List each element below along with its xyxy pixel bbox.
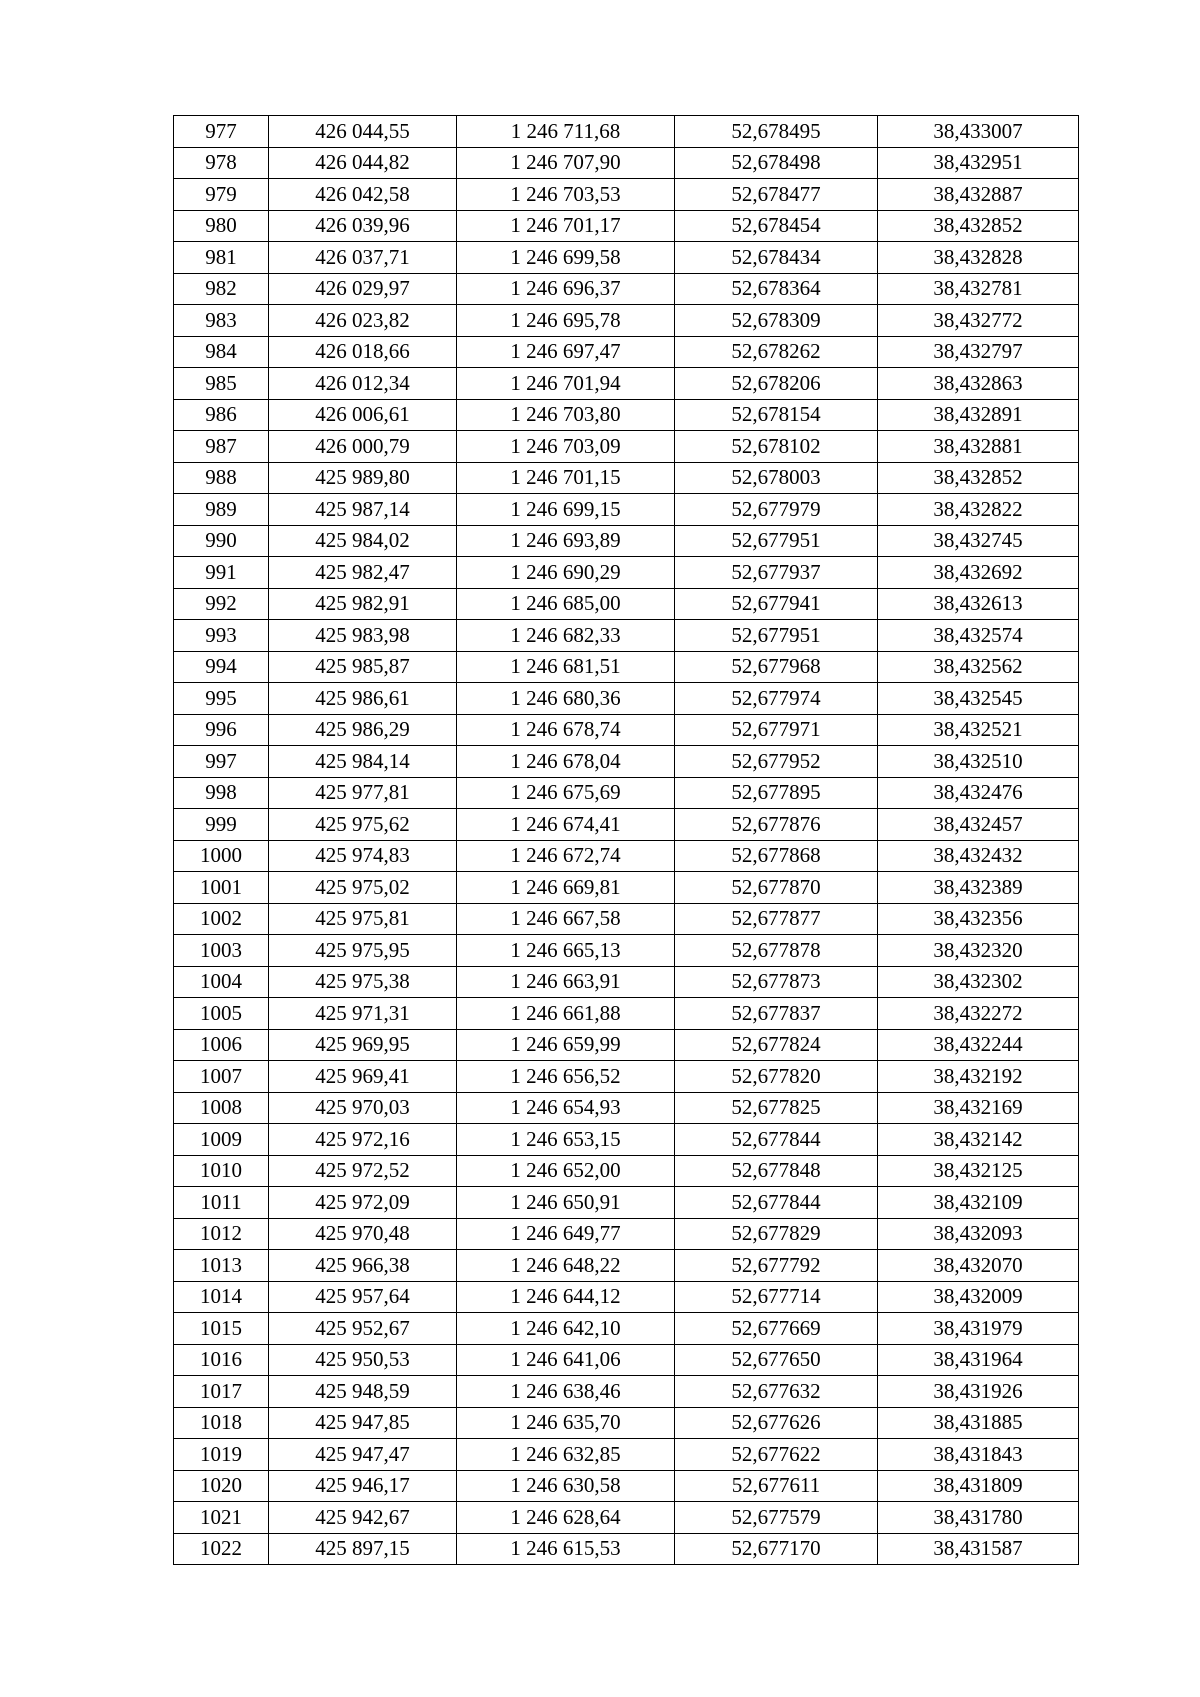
table-row xyxy=(174,651,1079,683)
x-coordinate-cell: 426 044,55 xyxy=(269,116,457,148)
y-coordinate-cell: 1 246 690,29 xyxy=(457,557,675,589)
longitude-cell: 38,432891 xyxy=(878,399,1079,431)
y-coordinate-cell: 1 246 682,33 xyxy=(457,620,675,652)
x-coordinate-cell: 425 947,47 xyxy=(269,1439,457,1471)
latitude-cell: 52,677971 xyxy=(675,714,878,746)
table-row xyxy=(174,903,1079,935)
longitude-cell: 38,432951 xyxy=(878,147,1079,179)
table-row xyxy=(174,966,1079,998)
latitude-cell: 52,677868 xyxy=(675,840,878,872)
point-number-cell: 988 xyxy=(174,462,269,494)
point-number-cell: 1022 xyxy=(174,1533,269,1565)
y-coordinate-cell: 1 246 653,15 xyxy=(457,1124,675,1156)
table-row xyxy=(174,714,1079,746)
point-number-cell: 991 xyxy=(174,557,269,589)
table-row xyxy=(174,273,1079,305)
point-number-cell: 999 xyxy=(174,809,269,841)
longitude-cell: 38,432356 xyxy=(878,903,1079,935)
table-row xyxy=(174,1376,1079,1408)
x-coordinate-cell: 426 029,97 xyxy=(269,273,457,305)
latitude-cell: 52,677829 xyxy=(675,1218,878,1250)
x-coordinate-cell: 425 982,91 xyxy=(269,588,457,620)
table-row xyxy=(174,1533,1079,1565)
x-coordinate-cell: 425 977,81 xyxy=(269,777,457,809)
longitude-cell: 38,431885 xyxy=(878,1407,1079,1439)
table-row xyxy=(174,147,1079,179)
x-coordinate-cell: 426 018,66 xyxy=(269,336,457,368)
longitude-cell: 38,432692 xyxy=(878,557,1079,589)
x-coordinate-cell: 425 972,16 xyxy=(269,1124,457,1156)
table-row xyxy=(174,1061,1079,1093)
x-coordinate-cell: 425 947,85 xyxy=(269,1407,457,1439)
table-row xyxy=(174,1439,1079,1471)
point-number-cell: 1004 xyxy=(174,966,269,998)
point-number-cell: 1009 xyxy=(174,1124,269,1156)
longitude-cell: 38,432545 xyxy=(878,683,1079,715)
y-coordinate-cell: 1 246 654,93 xyxy=(457,1092,675,1124)
x-coordinate-cell: 425 972,52 xyxy=(269,1155,457,1187)
x-coordinate-cell: 425 986,61 xyxy=(269,683,457,715)
longitude-cell: 38,432070 xyxy=(878,1250,1079,1282)
y-coordinate-cell: 1 246 703,09 xyxy=(457,431,675,463)
table-row xyxy=(174,620,1079,652)
point-number-cell: 979 xyxy=(174,179,269,211)
longitude-cell: 38,431926 xyxy=(878,1376,1079,1408)
point-number-cell: 985 xyxy=(174,368,269,400)
y-coordinate-cell: 1 246 701,94 xyxy=(457,368,675,400)
latitude-cell: 52,678364 xyxy=(675,273,878,305)
y-coordinate-cell: 1 246 663,91 xyxy=(457,966,675,998)
latitude-cell: 52,677837 xyxy=(675,998,878,1030)
point-number-cell: 981 xyxy=(174,242,269,274)
y-coordinate-cell: 1 246 652,00 xyxy=(457,1155,675,1187)
table-row xyxy=(174,1281,1079,1313)
y-coordinate-cell: 1 246 644,12 xyxy=(457,1281,675,1313)
x-coordinate-cell: 425 986,29 xyxy=(269,714,457,746)
x-coordinate-cell: 425 975,62 xyxy=(269,809,457,841)
x-coordinate-cell: 426 000,79 xyxy=(269,431,457,463)
longitude-cell: 38,432320 xyxy=(878,935,1079,967)
longitude-cell: 38,432142 xyxy=(878,1124,1079,1156)
coordinates-table-body xyxy=(174,116,1079,1565)
point-number-cell: 1015 xyxy=(174,1313,269,1345)
latitude-cell: 52,677941 xyxy=(675,588,878,620)
y-coordinate-cell: 1 246 615,53 xyxy=(457,1533,675,1565)
y-coordinate-cell: 1 246 711,68 xyxy=(457,116,675,148)
latitude-cell: 52,677632 xyxy=(675,1376,878,1408)
table-row xyxy=(174,557,1079,589)
point-number-cell: 984 xyxy=(174,336,269,368)
y-coordinate-cell: 1 246 680,36 xyxy=(457,683,675,715)
x-coordinate-cell: 425 957,64 xyxy=(269,1281,457,1313)
point-number-cell: 996 xyxy=(174,714,269,746)
longitude-cell: 38,432510 xyxy=(878,746,1079,778)
longitude-cell: 38,432169 xyxy=(878,1092,1079,1124)
point-number-cell: 1018 xyxy=(174,1407,269,1439)
x-coordinate-cell: 425 952,67 xyxy=(269,1313,457,1345)
y-coordinate-cell: 1 246 697,47 xyxy=(457,336,675,368)
y-coordinate-cell: 1 246 703,80 xyxy=(457,399,675,431)
longitude-cell: 38,432192 xyxy=(878,1061,1079,1093)
table-row xyxy=(174,1313,1079,1345)
latitude-cell: 52,677669 xyxy=(675,1313,878,1345)
table-row xyxy=(174,242,1079,274)
x-coordinate-cell: 426 012,34 xyxy=(269,368,457,400)
y-coordinate-cell: 1 246 665,13 xyxy=(457,935,675,967)
y-coordinate-cell: 1 246 707,90 xyxy=(457,147,675,179)
y-coordinate-cell: 1 246 635,70 xyxy=(457,1407,675,1439)
table-row xyxy=(174,1502,1079,1534)
latitude-cell: 52,677951 xyxy=(675,525,878,557)
longitude-cell: 38,432009 xyxy=(878,1281,1079,1313)
table-row xyxy=(174,179,1079,211)
table-row xyxy=(174,525,1079,557)
y-coordinate-cell: 1 246 675,69 xyxy=(457,777,675,809)
latitude-cell: 52,677870 xyxy=(675,872,878,904)
x-coordinate-cell: 426 037,71 xyxy=(269,242,457,274)
latitude-cell: 52,677979 xyxy=(675,494,878,526)
table-row xyxy=(174,1470,1079,1502)
point-number-cell: 986 xyxy=(174,399,269,431)
y-coordinate-cell: 1 246 641,06 xyxy=(457,1344,675,1376)
table-row xyxy=(174,1407,1079,1439)
latitude-cell: 52,677714 xyxy=(675,1281,878,1313)
longitude-cell: 38,432109 xyxy=(878,1187,1079,1219)
y-coordinate-cell: 1 246 699,15 xyxy=(457,494,675,526)
table-row xyxy=(174,588,1079,620)
latitude-cell: 52,677877 xyxy=(675,903,878,935)
y-coordinate-cell: 1 246 661,88 xyxy=(457,998,675,1030)
latitude-cell: 52,678102 xyxy=(675,431,878,463)
table-row xyxy=(174,683,1079,715)
latitude-cell: 52,677951 xyxy=(675,620,878,652)
x-coordinate-cell: 425 975,38 xyxy=(269,966,457,998)
point-number-cell: 1011 xyxy=(174,1187,269,1219)
latitude-cell: 52,677873 xyxy=(675,966,878,998)
longitude-cell: 38,432852 xyxy=(878,462,1079,494)
longitude-cell: 38,432745 xyxy=(878,525,1079,557)
latitude-cell: 52,677974 xyxy=(675,683,878,715)
longitude-cell: 38,432093 xyxy=(878,1218,1079,1250)
table-row xyxy=(174,399,1079,431)
longitude-cell: 38,432476 xyxy=(878,777,1079,809)
y-coordinate-cell: 1 246 648,22 xyxy=(457,1250,675,1282)
y-coordinate-cell: 1 246 696,37 xyxy=(457,273,675,305)
x-coordinate-cell: 426 039,96 xyxy=(269,210,457,242)
longitude-cell: 38,432881 xyxy=(878,431,1079,463)
latitude-cell: 52,677878 xyxy=(675,935,878,967)
table-row xyxy=(174,809,1079,841)
table-row xyxy=(174,494,1079,526)
x-coordinate-cell: 425 969,41 xyxy=(269,1061,457,1093)
table-row xyxy=(174,368,1079,400)
point-number-cell: 993 xyxy=(174,620,269,652)
point-number-cell: 992 xyxy=(174,588,269,620)
longitude-cell: 38,431843 xyxy=(878,1439,1079,1471)
latitude-cell: 52,677611 xyxy=(675,1470,878,1502)
longitude-cell: 38,432822 xyxy=(878,494,1079,526)
x-coordinate-cell: 425 972,09 xyxy=(269,1187,457,1219)
table-row xyxy=(174,840,1079,872)
x-coordinate-cell: 425 897,15 xyxy=(269,1533,457,1565)
latitude-cell: 52,677650 xyxy=(675,1344,878,1376)
table-row xyxy=(174,872,1079,904)
latitude-cell: 52,678454 xyxy=(675,210,878,242)
longitude-cell: 38,431587 xyxy=(878,1533,1079,1565)
y-coordinate-cell: 1 246 672,74 xyxy=(457,840,675,872)
point-number-cell: 994 xyxy=(174,651,269,683)
longitude-cell: 38,431809 xyxy=(878,1470,1079,1502)
table-row xyxy=(174,1250,1079,1282)
point-number-cell: 990 xyxy=(174,525,269,557)
point-number-cell: 1007 xyxy=(174,1061,269,1093)
longitude-cell: 38,432432 xyxy=(878,840,1079,872)
latitude-cell: 52,677825 xyxy=(675,1092,878,1124)
x-coordinate-cell: 425 982,47 xyxy=(269,557,457,589)
longitude-cell: 38,431964 xyxy=(878,1344,1079,1376)
point-number-cell: 980 xyxy=(174,210,269,242)
latitude-cell: 52,677848 xyxy=(675,1155,878,1187)
y-coordinate-cell: 1 246 678,04 xyxy=(457,746,675,778)
latitude-cell: 52,678154 xyxy=(675,399,878,431)
longitude-cell: 38,432389 xyxy=(878,872,1079,904)
longitude-cell: 38,432457 xyxy=(878,809,1079,841)
table-row xyxy=(174,1029,1079,1061)
point-number-cell: 1000 xyxy=(174,840,269,872)
latitude-cell: 52,677937 xyxy=(675,557,878,589)
x-coordinate-cell: 426 023,82 xyxy=(269,305,457,337)
table-row xyxy=(174,116,1079,148)
point-number-cell: 1006 xyxy=(174,1029,269,1061)
y-coordinate-cell: 1 246 693,89 xyxy=(457,525,675,557)
x-coordinate-cell: 425 985,87 xyxy=(269,651,457,683)
table-row xyxy=(174,746,1079,778)
x-coordinate-cell: 425 975,81 xyxy=(269,903,457,935)
latitude-cell: 52,678434 xyxy=(675,242,878,274)
y-coordinate-cell: 1 246 656,52 xyxy=(457,1061,675,1093)
point-number-cell: 1010 xyxy=(174,1155,269,1187)
longitude-cell: 38,432521 xyxy=(878,714,1079,746)
y-coordinate-cell: 1 246 649,77 xyxy=(457,1218,675,1250)
x-coordinate-cell: 425 984,02 xyxy=(269,525,457,557)
table-row xyxy=(174,1155,1079,1187)
y-coordinate-cell: 1 246 667,58 xyxy=(457,903,675,935)
table-row xyxy=(174,1124,1079,1156)
x-coordinate-cell: 425 948,59 xyxy=(269,1376,457,1408)
table-row xyxy=(174,210,1079,242)
x-coordinate-cell: 425 975,95 xyxy=(269,935,457,967)
latitude-cell: 52,677844 xyxy=(675,1187,878,1219)
latitude-cell: 52,677820 xyxy=(675,1061,878,1093)
y-coordinate-cell: 1 246 678,74 xyxy=(457,714,675,746)
point-number-cell: 1013 xyxy=(174,1250,269,1282)
point-number-cell: 982 xyxy=(174,273,269,305)
table-row xyxy=(174,1344,1079,1376)
latitude-cell: 52,677876 xyxy=(675,809,878,841)
latitude-cell: 52,677844 xyxy=(675,1124,878,1156)
table-row xyxy=(174,336,1079,368)
y-coordinate-cell: 1 246 699,58 xyxy=(457,242,675,274)
coordinates-table xyxy=(173,115,1079,1565)
x-coordinate-cell: 425 971,31 xyxy=(269,998,457,1030)
x-coordinate-cell: 425 984,14 xyxy=(269,746,457,778)
latitude-cell: 52,678003 xyxy=(675,462,878,494)
x-coordinate-cell: 425 966,38 xyxy=(269,1250,457,1282)
table-row xyxy=(174,777,1079,809)
table-row xyxy=(174,998,1079,1030)
table-row xyxy=(174,431,1079,463)
longitude-cell: 38,432828 xyxy=(878,242,1079,274)
x-coordinate-cell: 425 950,53 xyxy=(269,1344,457,1376)
latitude-cell: 52,677952 xyxy=(675,746,878,778)
latitude-cell: 52,677895 xyxy=(675,777,878,809)
y-coordinate-cell: 1 246 703,53 xyxy=(457,179,675,211)
point-number-cell: 1014 xyxy=(174,1281,269,1313)
longitude-cell: 38,432852 xyxy=(878,210,1079,242)
x-coordinate-cell: 425 970,48 xyxy=(269,1218,457,1250)
longitude-cell: 38,432244 xyxy=(878,1029,1079,1061)
latitude-cell: 52,678262 xyxy=(675,336,878,368)
point-number-cell: 989 xyxy=(174,494,269,526)
longitude-cell: 38,432574 xyxy=(878,620,1079,652)
latitude-cell: 52,677626 xyxy=(675,1407,878,1439)
latitude-cell: 52,677792 xyxy=(675,1250,878,1282)
point-number-cell: 1002 xyxy=(174,903,269,935)
latitude-cell: 52,677622 xyxy=(675,1439,878,1471)
y-coordinate-cell: 1 246 681,51 xyxy=(457,651,675,683)
longitude-cell: 38,432562 xyxy=(878,651,1079,683)
latitude-cell: 52,678495 xyxy=(675,116,878,148)
latitude-cell: 52,677968 xyxy=(675,651,878,683)
y-coordinate-cell: 1 246 638,46 xyxy=(457,1376,675,1408)
point-number-cell: 1005 xyxy=(174,998,269,1030)
longitude-cell: 38,432613 xyxy=(878,588,1079,620)
point-number-cell: 1019 xyxy=(174,1439,269,1471)
y-coordinate-cell: 1 246 659,99 xyxy=(457,1029,675,1061)
point-number-cell: 987 xyxy=(174,431,269,463)
table-row xyxy=(174,1187,1079,1219)
point-number-cell: 1012 xyxy=(174,1218,269,1250)
latitude-cell: 52,677824 xyxy=(675,1029,878,1061)
latitude-cell: 52,678498 xyxy=(675,147,878,179)
longitude-cell: 38,432272 xyxy=(878,998,1079,1030)
table-row xyxy=(174,305,1079,337)
latitude-cell: 52,677579 xyxy=(675,1502,878,1534)
y-coordinate-cell: 1 246 701,17 xyxy=(457,210,675,242)
y-coordinate-cell: 1 246 650,91 xyxy=(457,1187,675,1219)
x-coordinate-cell: 425 989,80 xyxy=(269,462,457,494)
point-number-cell: 998 xyxy=(174,777,269,809)
point-number-cell: 1021 xyxy=(174,1502,269,1534)
y-coordinate-cell: 1 246 685,00 xyxy=(457,588,675,620)
latitude-cell: 52,678477 xyxy=(675,179,878,211)
latitude-cell: 52,678309 xyxy=(675,305,878,337)
y-coordinate-cell: 1 246 632,85 xyxy=(457,1439,675,1471)
x-coordinate-cell: 425 969,95 xyxy=(269,1029,457,1061)
y-coordinate-cell: 1 246 628,64 xyxy=(457,1502,675,1534)
longitude-cell: 38,431780 xyxy=(878,1502,1079,1534)
longitude-cell: 38,432887 xyxy=(878,179,1079,211)
point-number-cell: 978 xyxy=(174,147,269,179)
latitude-cell: 52,677170 xyxy=(675,1533,878,1565)
x-coordinate-cell: 425 974,83 xyxy=(269,840,457,872)
y-coordinate-cell: 1 246 701,15 xyxy=(457,462,675,494)
y-coordinate-cell: 1 246 630,58 xyxy=(457,1470,675,1502)
longitude-cell: 38,432772 xyxy=(878,305,1079,337)
point-number-cell: 1003 xyxy=(174,935,269,967)
point-number-cell: 1008 xyxy=(174,1092,269,1124)
table-row xyxy=(174,935,1079,967)
x-coordinate-cell: 425 970,03 xyxy=(269,1092,457,1124)
y-coordinate-cell: 1 246 674,41 xyxy=(457,809,675,841)
x-coordinate-cell: 426 044,82 xyxy=(269,147,457,179)
point-number-cell: 977 xyxy=(174,116,269,148)
longitude-cell: 38,431979 xyxy=(878,1313,1079,1345)
table-row xyxy=(174,1218,1079,1250)
point-number-cell: 997 xyxy=(174,746,269,778)
longitude-cell: 38,432302 xyxy=(878,966,1079,998)
x-coordinate-cell: 426 006,61 xyxy=(269,399,457,431)
x-coordinate-cell: 425 975,02 xyxy=(269,872,457,904)
point-number-cell: 1016 xyxy=(174,1344,269,1376)
y-coordinate-cell: 1 246 642,10 xyxy=(457,1313,675,1345)
latitude-cell: 52,678206 xyxy=(675,368,878,400)
longitude-cell: 38,432863 xyxy=(878,368,1079,400)
longitude-cell: 38,433007 xyxy=(878,116,1079,148)
point-number-cell: 995 xyxy=(174,683,269,715)
longitude-cell: 38,432125 xyxy=(878,1155,1079,1187)
point-number-cell: 983 xyxy=(174,305,269,337)
x-coordinate-cell: 425 942,67 xyxy=(269,1502,457,1534)
y-coordinate-cell: 1 246 669,81 xyxy=(457,872,675,904)
longitude-cell: 38,432797 xyxy=(878,336,1079,368)
table-row xyxy=(174,1092,1079,1124)
x-coordinate-cell: 425 983,98 xyxy=(269,620,457,652)
x-coordinate-cell: 425 987,14 xyxy=(269,494,457,526)
x-coordinate-cell: 426 042,58 xyxy=(269,179,457,211)
table-row xyxy=(174,462,1079,494)
y-coordinate-cell: 1 246 695,78 xyxy=(457,305,675,337)
x-coordinate-cell: 425 946,17 xyxy=(269,1470,457,1502)
point-number-cell: 1020 xyxy=(174,1470,269,1502)
longitude-cell: 38,432781 xyxy=(878,273,1079,305)
point-number-cell: 1017 xyxy=(174,1376,269,1408)
point-number-cell: 1001 xyxy=(174,872,269,904)
